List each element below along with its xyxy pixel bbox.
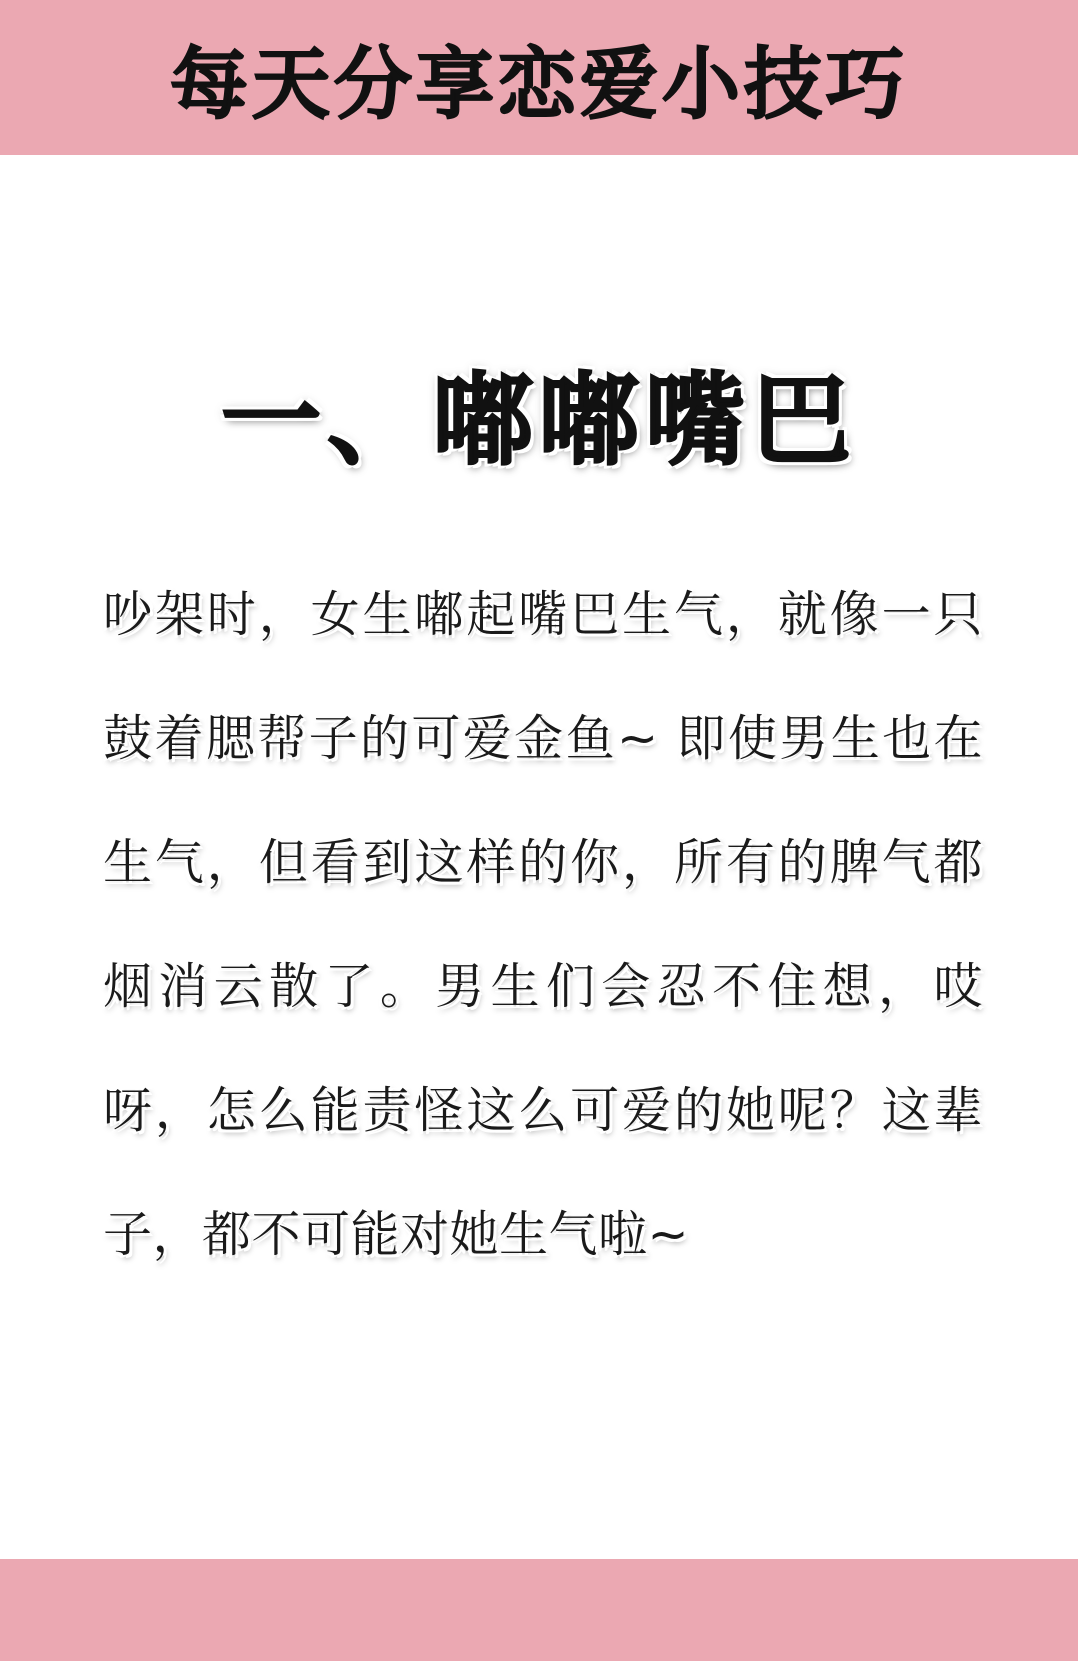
banner-title: 每天分享恋爱小技巧 — [169, 39, 908, 130]
content-area — [0, 155, 1078, 1559]
top-banner — [0, 0, 1078, 155]
section-heading: 一、嘟嘟嘴巴 — [221, 362, 857, 479]
body-paragraph: 吵架时，女生嘟起嘴巴生气，就像一只鼓着腮帮子的可爱金鱼~ 即使男生也在生气，但看到这样的你，所有的脾气都烟消云散了。男生们会忍不住想，哎呀，怎么能责怪这么可爱的她呢？这辈子，都不可能对她生气啦~ — [103, 586, 983, 1263]
bottom-banner — [0, 1559, 1078, 1661]
